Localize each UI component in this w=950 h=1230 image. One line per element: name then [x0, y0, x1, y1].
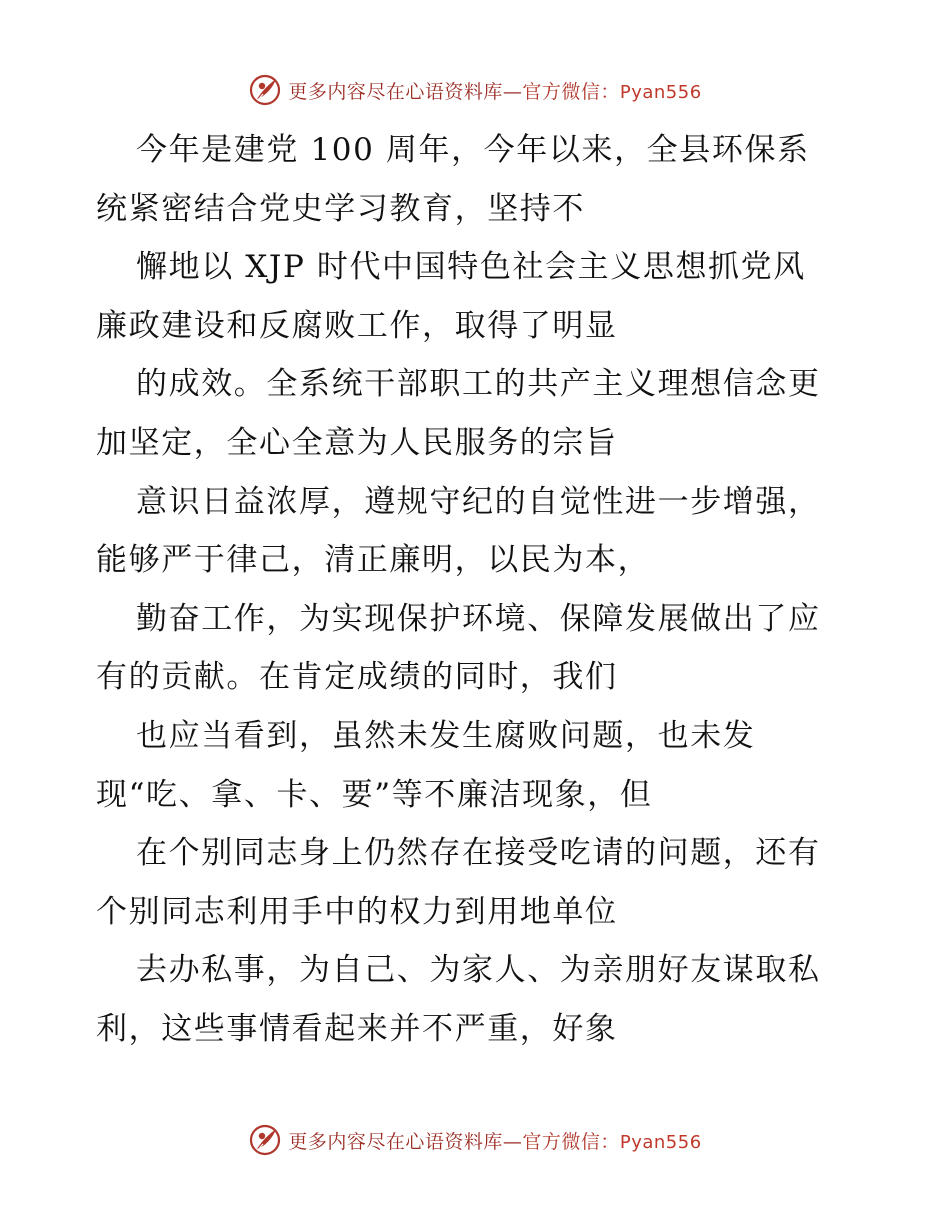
body-line: 能够严于律己，清正廉明，以民为本，: [96, 542, 651, 579]
body-line: 有的贡献。在肯定成绩的同时，我们: [96, 659, 618, 696]
banner-separator: —: [502, 80, 523, 103]
body-line: 今年是建党 100 周年，今年以来，全县环保系: [136, 132, 810, 168]
banner-wechat-id: Pyan556: [619, 1131, 702, 1153]
body-line: 勤奋工作，为实现保护环境、保障发展做出了应: [136, 600, 821, 637]
body-line: 个别同志利用手中的权力到用地单位: [96, 893, 618, 930]
document-body: [96, 121, 876, 1059]
body-line: 现“吃、拿、卡、要”等不廉洁现象，但: [96, 776, 653, 813]
banner-wechat-label: 官方微信：: [522, 1130, 620, 1153]
banner-separator: —: [502, 1130, 523, 1153]
quill-pen-logo-icon: [248, 1123, 282, 1157]
body-line: 意识日益浓厚，遵规守纪的自觉性进一步增强，: [136, 483, 821, 520]
body-line: 廉政建设和反腐败工作，取得了明显: [96, 307, 618, 344]
banner-text: [288, 77, 701, 104]
banner-wechat-id: Pyan556: [619, 81, 702, 103]
header-banner: [0, 70, 950, 110]
body-line: 懈地以 XJP 时代中国特色社会主义思想抓党风: [136, 249, 806, 286]
body-line: 统紧密结合党史学习教育，坚持不: [96, 190, 585, 227]
footer-banner: [0, 1120, 950, 1160]
body-line: 的成效。全系统干部职工的共产主义理想信念更: [136, 366, 821, 403]
banner-wechat-label: 官方微信：: [522, 80, 620, 103]
body-line: 去办私事，为自己、为家人、为亲朋好友谋取私: [136, 952, 821, 989]
body-line: 加坚定，全心全意为人民服务的宗旨: [96, 424, 618, 461]
banner-prefix: 更多内容尽在心语资料库: [288, 1130, 503, 1153]
body-line: 利，这些事情看起来并不严重，好象: [96, 1010, 618, 1047]
quill-pen-logo-icon: [248, 73, 282, 107]
body-line: 也应当看到，虽然未发生腐败问题，也未发: [136, 717, 756, 754]
banner-prefix: 更多内容尽在心语资料库: [288, 80, 503, 103]
body-line: 在个别同志身上仍然存在接受吃请的问题，还有: [136, 835, 821, 872]
banner-text: [288, 1127, 701, 1154]
